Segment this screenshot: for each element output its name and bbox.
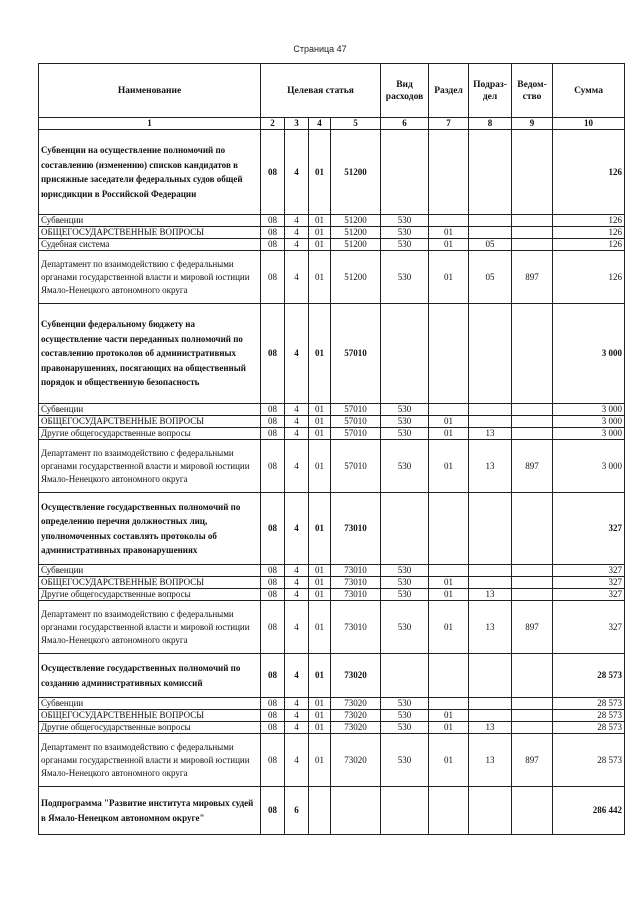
cell-subsection: [469, 493, 512, 565]
cell-program: 08: [261, 654, 285, 698]
cell-direction: 51200: [331, 215, 381, 227]
cell-direction: 51200: [331, 130, 381, 215]
row-name: Субвенции: [39, 698, 261, 710]
cell-department: [512, 130, 553, 215]
cell-subprogram: 4: [285, 601, 309, 654]
cell-main-event: 01: [309, 239, 331, 251]
header-row: [39, 64, 625, 118]
cell-main-event: 01: [309, 565, 331, 577]
header-subsection: Подраз-дел: [469, 64, 512, 118]
cell-expense-type: [381, 130, 429, 215]
table-row: [39, 577, 625, 589]
cell-section: 01: [429, 601, 469, 654]
cell-subprogram: 4: [285, 577, 309, 589]
cell-expense-type: [381, 304, 429, 404]
cell-section: 01: [429, 428, 469, 440]
cell-subsection: [469, 227, 512, 239]
cell-direction: 73020: [331, 734, 381, 787]
cell-subsection: [469, 215, 512, 227]
table-row: [39, 565, 625, 577]
cell-program: 08: [261, 698, 285, 710]
cell-program: 08: [261, 404, 285, 416]
cell-expense-type: 530: [381, 722, 429, 734]
cell-subprogram: 4: [285, 565, 309, 577]
col-number: 9: [512, 118, 553, 130]
cell-subprogram: 4: [285, 227, 309, 239]
cell-subprogram: 4: [285, 416, 309, 428]
cell-program: 08: [261, 601, 285, 654]
cell-program: 08: [261, 428, 285, 440]
cell-department: [512, 787, 553, 835]
row-name: ОБЩЕГОСУДАРСТВЕННЫЕ ВОПРОСЫ: [39, 227, 261, 239]
cell-subprogram: 4: [285, 130, 309, 215]
cell-main-event: 01: [309, 404, 331, 416]
cell-section: [429, 787, 469, 835]
cell-direction: 73020: [331, 698, 381, 710]
cell-subprogram: 4: [285, 734, 309, 787]
cell-subsection: [469, 787, 512, 835]
cell-direction: 73020: [331, 654, 381, 698]
cell-main-event: 01: [309, 734, 331, 787]
row-name: Подпрограмма "Развитие института мировых судей в Ямало-Ненецком автономном округе": [39, 787, 261, 835]
cell-expense-type: 530: [381, 251, 429, 304]
cell-main-event: 01: [309, 654, 331, 698]
cell-subprogram: 4: [285, 428, 309, 440]
table-row: [39, 698, 625, 710]
header-name: Наименование: [39, 64, 261, 118]
cell-department: [512, 565, 553, 577]
cell-subsection: [469, 416, 512, 428]
cell-program: 08: [261, 589, 285, 601]
cell-subsection: [469, 304, 512, 404]
cell-section: 01: [429, 710, 469, 722]
cell-department: [512, 493, 553, 565]
table-row: [39, 239, 625, 251]
cell-sum: 3 000: [553, 404, 625, 416]
table-row: [39, 710, 625, 722]
table-row: [39, 227, 625, 239]
row-name: Другие общегосударственные вопросы: [39, 722, 261, 734]
table-row: [39, 428, 625, 440]
cell-sum: 126: [553, 239, 625, 251]
column-number-row: [39, 118, 625, 130]
cell-main-event: 01: [309, 710, 331, 722]
cell-direction: 73010: [331, 589, 381, 601]
cell-main-event: 01: [309, 227, 331, 239]
row-name: Субвенции: [39, 215, 261, 227]
cell-program: 08: [261, 239, 285, 251]
cell-main-event: 01: [309, 416, 331, 428]
col-number: 3: [285, 118, 309, 130]
cell-expense-type: 530: [381, 239, 429, 251]
cell-sum: 3 000: [553, 428, 625, 440]
cell-section: 01: [429, 416, 469, 428]
table-row: [39, 734, 625, 787]
row-name: Департамент по взаимодействию с федеральными органами государственной власти и мировой юстиции Ямало-Ненецкого автономного округа: [39, 734, 261, 787]
cell-direction: 73020: [331, 710, 381, 722]
cell-program: 08: [261, 215, 285, 227]
cell-main-event: 01: [309, 428, 331, 440]
cell-expense-type: 530: [381, 440, 429, 493]
cell-main-event: 01: [309, 601, 331, 654]
row-name: Осуществление государственных полномочий по определению перечня должностных лиц, уполномоченных составлять протоколы об административных правонарушениях: [39, 493, 261, 565]
cell-subprogram: 4: [285, 589, 309, 601]
cell-expense-type: [381, 654, 429, 698]
table-row: [39, 416, 625, 428]
cell-department: 897: [512, 734, 553, 787]
budget-table: [38, 63, 625, 835]
cell-department: [512, 239, 553, 251]
table-row: [39, 654, 625, 698]
cell-section: 01: [429, 239, 469, 251]
cell-direction: 57010: [331, 416, 381, 428]
cell-department: [512, 428, 553, 440]
cell-section: 01: [429, 577, 469, 589]
cell-direction: 57010: [331, 404, 381, 416]
cell-direction: 51200: [331, 239, 381, 251]
cell-sum: 327: [553, 589, 625, 601]
cell-expense-type: 530: [381, 577, 429, 589]
cell-expense-type: 530: [381, 710, 429, 722]
header-sum: Сумма: [553, 64, 625, 118]
cell-subprogram: 4: [285, 239, 309, 251]
cell-subprogram: 4: [285, 493, 309, 565]
cell-department: [512, 589, 553, 601]
cell-subsection: [469, 565, 512, 577]
cell-expense-type: 530: [381, 698, 429, 710]
cell-subsection: [469, 130, 512, 215]
cell-subsection: 13: [469, 428, 512, 440]
row-name: Другие общегосударственные вопросы: [39, 589, 261, 601]
cell-department: 897: [512, 601, 553, 654]
cell-subsection: 05: [469, 239, 512, 251]
cell-program: 08: [261, 130, 285, 215]
cell-section: [429, 304, 469, 404]
cell-subsection: [469, 710, 512, 722]
cell-department: [512, 710, 553, 722]
cell-section: [429, 130, 469, 215]
cell-main-event: [309, 787, 331, 835]
row-name: Субвенции на осуществление полномочий по составлению (изменению) списков кандидатов в присяжные заседатели федеральных судов общей юрисдикции в Российской Федерации: [39, 130, 261, 215]
cell-direction: 73010: [331, 565, 381, 577]
cell-section: 01: [429, 589, 469, 601]
cell-direction: 51200: [331, 227, 381, 239]
cell-program: 08: [261, 493, 285, 565]
cell-department: 897: [512, 251, 553, 304]
cell-department: [512, 404, 553, 416]
row-name: Субвенции: [39, 404, 261, 416]
col-number: 6: [381, 118, 429, 130]
cell-program: 08: [261, 440, 285, 493]
col-number: 8: [469, 118, 512, 130]
row-name: Департамент по взаимодействию с федеральными органами государственной власти и мировой юстиции Ямало-Ненецкого автономного округа: [39, 251, 261, 304]
cell-expense-type: 530: [381, 227, 429, 239]
row-name: ОБЩЕГОСУДАРСТВЕННЫЕ ВОПРОСЫ: [39, 577, 261, 589]
cell-expense-type: 530: [381, 215, 429, 227]
cell-direction: 57010: [331, 440, 381, 493]
cell-department: [512, 304, 553, 404]
table-row: [39, 130, 625, 215]
cell-program: 08: [261, 722, 285, 734]
cell-program: 08: [261, 565, 285, 577]
cell-subsection: [469, 698, 512, 710]
cell-direction: 51200: [331, 251, 381, 304]
col-number: 4: [309, 118, 331, 130]
cell-subprogram: 4: [285, 215, 309, 227]
cell-program: 08: [261, 227, 285, 239]
cell-subprogram: 4: [285, 698, 309, 710]
cell-direction: 73010: [331, 493, 381, 565]
row-name: Осуществление государственных полномочий по созданию административных комиссий: [39, 654, 261, 698]
cell-subprogram: 4: [285, 722, 309, 734]
table-row: [39, 493, 625, 565]
row-name: Субвенции: [39, 565, 261, 577]
cell-department: 897: [512, 440, 553, 493]
cell-expense-type: 530: [381, 416, 429, 428]
row-name: Другие общегосударственные вопросы: [39, 428, 261, 440]
cell-direction: [331, 787, 381, 835]
cell-sum: 28 573: [553, 710, 625, 722]
cell-subprogram: 4: [285, 251, 309, 304]
cell-sum: 3 000: [553, 440, 625, 493]
cell-expense-type: [381, 787, 429, 835]
cell-subsection: 13: [469, 589, 512, 601]
cell-section: 01: [429, 440, 469, 493]
cell-program: 08: [261, 734, 285, 787]
cell-main-event: 01: [309, 304, 331, 404]
cell-subprogram: 6: [285, 787, 309, 835]
cell-main-event: 01: [309, 722, 331, 734]
cell-main-event: 01: [309, 698, 331, 710]
cell-subsection: 13: [469, 722, 512, 734]
cell-expense-type: 530: [381, 734, 429, 787]
cell-section: [429, 565, 469, 577]
header-section: Раздел: [429, 64, 469, 118]
cell-sum: 327: [553, 493, 625, 565]
table-row: [39, 215, 625, 227]
cell-section: 01: [429, 734, 469, 787]
table-row: [39, 589, 625, 601]
cell-sum: 126: [553, 130, 625, 215]
col-number: 10: [553, 118, 625, 130]
cell-direction: 73010: [331, 601, 381, 654]
cell-section: 01: [429, 251, 469, 304]
cell-department: [512, 722, 553, 734]
cell-sum: 3 000: [553, 416, 625, 428]
table-row: [39, 404, 625, 416]
cell-main-event: 01: [309, 251, 331, 304]
cell-sum: 327: [553, 565, 625, 577]
cell-main-event: 01: [309, 577, 331, 589]
cell-program: 08: [261, 304, 285, 404]
cell-subprogram: 4: [285, 404, 309, 416]
cell-sum: 28 573: [553, 654, 625, 698]
col-number: 1: [39, 118, 261, 130]
cell-department: [512, 215, 553, 227]
cell-expense-type: 530: [381, 601, 429, 654]
cell-subsection: 13: [469, 601, 512, 654]
cell-section: [429, 654, 469, 698]
cell-subsection: [469, 577, 512, 589]
table-row: [39, 440, 625, 493]
table-row: [39, 304, 625, 404]
cell-main-event: 01: [309, 130, 331, 215]
cell-subprogram: 4: [285, 440, 309, 493]
page-number: Страница 47: [293, 44, 347, 54]
cell-direction: 57010: [331, 304, 381, 404]
cell-section: [429, 215, 469, 227]
cell-main-event: 01: [309, 440, 331, 493]
col-number: 2: [261, 118, 285, 130]
col-number: 5: [331, 118, 381, 130]
cell-subsection: [469, 404, 512, 416]
cell-sum: 126: [553, 251, 625, 304]
cell-main-event: 01: [309, 493, 331, 565]
row-name: Департамент по взаимодействию с федеральными органами государственной власти и мировой юстиции Ямало-Ненецкого автономного округа: [39, 601, 261, 654]
cell-department: [512, 227, 553, 239]
cell-sum: 28 573: [553, 698, 625, 710]
cell-subsection: 13: [469, 734, 512, 787]
cell-subsection: 05: [469, 251, 512, 304]
cell-subsection: 13: [469, 440, 512, 493]
cell-program: 08: [261, 577, 285, 589]
cell-sum: 327: [553, 601, 625, 654]
cell-sum: 126: [553, 227, 625, 239]
row-name: Субвенции федеральному бюджету на осуществление части переданных полномочий по составлению протоколов об административных правонарушениях, посягающих на общественный порядок и общественную безопасность: [39, 304, 261, 404]
cell-section: [429, 698, 469, 710]
cell-main-event: 01: [309, 215, 331, 227]
table-row: [39, 601, 625, 654]
row-name: Департамент по взаимодействию с федеральными органами государственной власти и мировой юстиции Ямало-Ненецкого автономного округа: [39, 440, 261, 493]
cell-sum: 28 573: [553, 734, 625, 787]
cell-expense-type: 530: [381, 404, 429, 416]
cell-sum: 286 442: [553, 787, 625, 835]
row-name: Судебная система: [39, 239, 261, 251]
cell-subprogram: 4: [285, 304, 309, 404]
cell-subsection: [469, 654, 512, 698]
cell-sum: 327: [553, 577, 625, 589]
cell-expense-type: 530: [381, 589, 429, 601]
cell-direction: 73010: [331, 577, 381, 589]
cell-department: [512, 654, 553, 698]
cell-expense-type: 530: [381, 565, 429, 577]
header-department: Ведом-ство: [512, 64, 553, 118]
table-row: [39, 251, 625, 304]
cell-main-event: 01: [309, 589, 331, 601]
cell-sum: 3 000: [553, 304, 625, 404]
cell-department: [512, 698, 553, 710]
row-name: ОБЩЕГОСУДАРСТВЕННЫЕ ВОПРОСЫ: [39, 710, 261, 722]
cell-department: [512, 577, 553, 589]
cell-program: 08: [261, 787, 285, 835]
cell-direction: 57010: [331, 428, 381, 440]
cell-section: 01: [429, 227, 469, 239]
header-target-article: Целевая статья: [261, 64, 381, 118]
cell-section: [429, 493, 469, 565]
cell-direction: 73020: [331, 722, 381, 734]
cell-section: 01: [429, 722, 469, 734]
row-name: ОБЩЕГОСУДАРСТВЕННЫЕ ВОПРОСЫ: [39, 416, 261, 428]
cell-sum: 28 573: [553, 722, 625, 734]
col-number: 7: [429, 118, 469, 130]
table-row: [39, 722, 625, 734]
cell-program: 08: [261, 251, 285, 304]
cell-program: 08: [261, 416, 285, 428]
table-row: [39, 787, 625, 835]
cell-subprogram: 4: [285, 654, 309, 698]
cell-section: [429, 404, 469, 416]
cell-sum: 126: [553, 215, 625, 227]
cell-department: [512, 416, 553, 428]
cell-expense-type: [381, 493, 429, 565]
cell-program: 08: [261, 710, 285, 722]
cell-subprogram: 4: [285, 710, 309, 722]
table-body: [39, 130, 625, 835]
cell-expense-type: 530: [381, 428, 429, 440]
header-expense-type: Вид расходов: [381, 64, 429, 118]
